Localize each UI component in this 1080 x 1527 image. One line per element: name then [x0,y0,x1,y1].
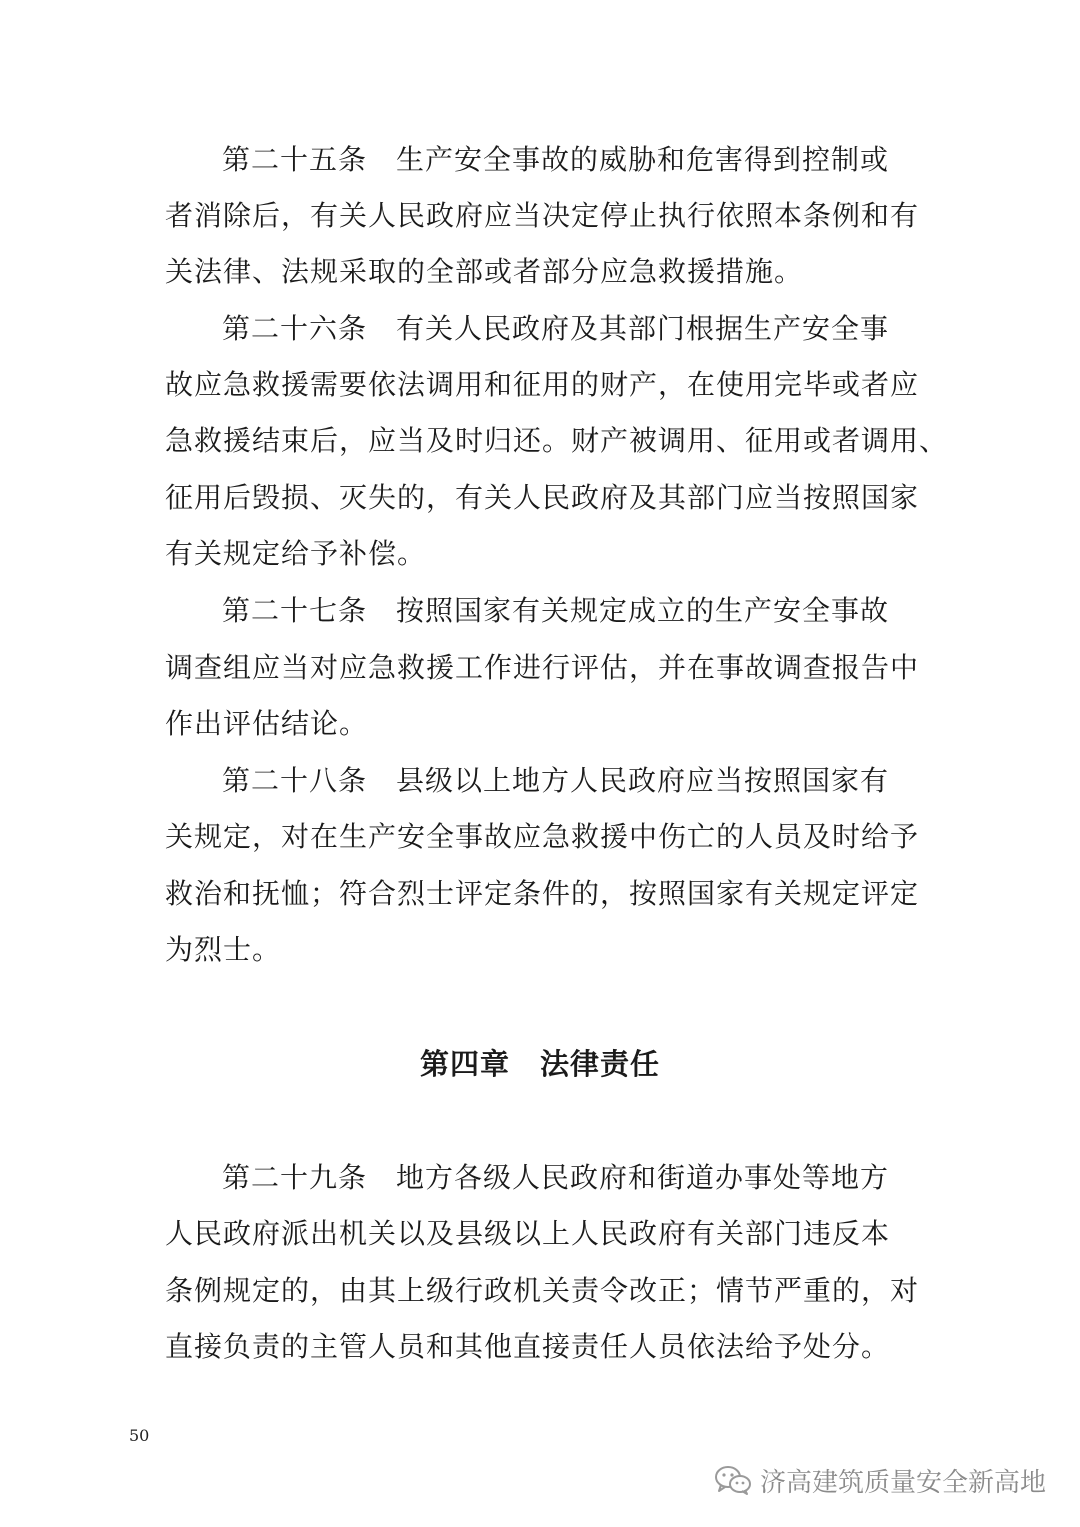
article-28-line-2: 关规定，对在生产安全事故应急救援中伤亡的人员及时给予 [165,820,920,853]
article-29-line-3: 条例规定的，由其上级行政机关责令改正；情节严重的，对 [165,1274,920,1307]
article-29-line-4: 直接负责的主管人员和其他直接责任人员依法给予处分。 [165,1330,891,1363]
watermark [714,1460,1046,1500]
article-25-line-3: 关法律、法规采取的全部或者部分应急救援措施。 [165,255,804,288]
article-26-line-3: 急救援结束后，应当及时归还。财产被调用、征用或者调用、 [165,424,949,457]
article-29-line-1: 第二十九条 地方各级人民政府和街道办事处等地方 [222,1161,890,1194]
article-28-line-1: 第二十八条 县级以上地方人民政府应当按照国家有 [222,764,890,797]
article-28-line-3: 救治和抚恤；符合烈士评定条件的，按照国家有关规定评定 [165,877,920,910]
article-26-line-5: 有关规定给予补偿。 [165,537,427,570]
article-28-line-4: 为烈士。 [165,933,282,966]
article-26-line-2: 故应急救援需要依法调用和征用的财产，在使用完毕或者应 [165,368,920,401]
article-27-line-2: 调查组应当对应急救援工作进行评估，并在事故调查报告中 [165,651,920,684]
article-25-line-2: 者消除后，有关人民政府应当决定停止执行依照本条例和有 [165,199,920,232]
wechat-icon [714,1464,752,1496]
chapter-heading: 第四章 法律责任 [419,1047,660,1081]
watermark-text: 济高建筑质量安全新高地 [759,1467,1046,1498]
article-27-line-3: 作出评估结论。 [165,707,369,740]
article-25-line-1: 第二十五条 生产安全事故的威胁和危害得到控制或 [222,143,890,176]
article-29-line-2: 人民政府派出机关以及县级以上人民政府有关部门违反本 [165,1217,891,1250]
article-27-line-1: 第二十七条 按照国家有关规定成立的生产安全事故 [222,594,890,627]
article-26-line-1: 第二十六条 有关人民政府及其部门根据生产安全事 [222,312,890,345]
page-number: 50 [129,1426,150,1445]
article-26-line-4: 征用后毁损、灭失的，有关人民政府及其部门应当按照国家 [165,481,920,514]
